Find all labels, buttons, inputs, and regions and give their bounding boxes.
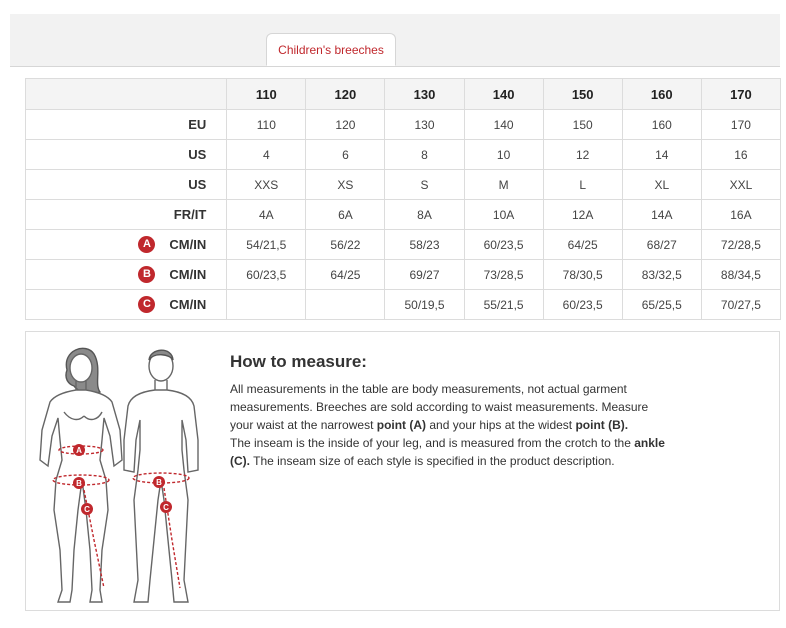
table-cell: 6A xyxy=(306,200,385,230)
table-cell: S xyxy=(385,170,464,200)
svg-text:B: B xyxy=(156,478,162,487)
how-to-measure-panel xyxy=(25,331,780,611)
header-size: 140 xyxy=(464,79,543,110)
table-cell: 68/27 xyxy=(622,230,701,260)
header-size: 170 xyxy=(701,79,780,110)
table-cell: 72/28,5 xyxy=(701,230,780,260)
table-row xyxy=(26,230,781,260)
table-row xyxy=(26,110,781,140)
table-header-row xyxy=(26,79,781,110)
table-cell: 88/34,5 xyxy=(701,260,780,290)
how-to-measure-text: All measurements in the table are body measurements, not actual garment measurements. Breeches are sold according to waist measurements. Measure your waist at the narrowest point (A) and your hips at the widest point (B). The inseam is the inside of your leg, and is measured from the crotch to the ankle (C). The inseam size of each style is specified in the product description. xyxy=(230,382,665,468)
table-cell: 65/25,5 xyxy=(622,290,701,320)
table-cell: 58/23 xyxy=(385,230,464,260)
header-size: 120 xyxy=(306,79,385,110)
table-cell: 140 xyxy=(464,110,543,140)
how-to-measure-title: How to measure: xyxy=(230,352,367,371)
table-cell xyxy=(227,290,306,320)
header-size: 150 xyxy=(543,79,622,110)
table-cell: 83/32,5 xyxy=(622,260,701,290)
table-cell: 8 xyxy=(385,140,464,170)
marker-c-icon xyxy=(160,501,172,513)
table-cell: 64/25 xyxy=(306,260,385,290)
table-cell: 10A xyxy=(464,200,543,230)
table-row xyxy=(26,170,781,200)
table-cell: 130 xyxy=(385,110,464,140)
table-cell: 110 xyxy=(227,110,306,140)
table-cell: 12A xyxy=(543,200,622,230)
table-cell: 6 xyxy=(306,140,385,170)
table-cell: 70/27,5 xyxy=(701,290,780,320)
header-size: 130 xyxy=(385,79,464,110)
header-size: 160 xyxy=(622,79,701,110)
table-row xyxy=(26,200,781,230)
svg-text:C: C xyxy=(163,503,169,512)
table-cell: 73/28,5 xyxy=(464,260,543,290)
row-label: US xyxy=(26,140,227,170)
row-label: A CM/IN xyxy=(26,230,227,260)
table-cell: 4A xyxy=(227,200,306,230)
table-cell: 16A xyxy=(701,200,780,230)
badge-b-icon: B xyxy=(138,266,155,283)
table-cell: 54/21,5 xyxy=(227,230,306,260)
table-row xyxy=(26,140,781,170)
table-cell: 10 xyxy=(464,140,543,170)
header-size: 110 xyxy=(227,79,306,110)
body-measurement-illustration xyxy=(34,340,224,610)
badge-c-icon: C xyxy=(138,296,155,313)
svg-text:C: C xyxy=(84,505,90,514)
tab-childrens-breeches[interactable]: Children's breeches xyxy=(266,33,396,66)
row-label: FR/IT xyxy=(26,200,227,230)
svg-text:A: A xyxy=(76,446,82,455)
table-cell: 56/22 xyxy=(306,230,385,260)
table-cell: 14 xyxy=(622,140,701,170)
table-cell: XL xyxy=(622,170,701,200)
table-cell: 14A xyxy=(622,200,701,230)
table-cell: 64/25 xyxy=(543,230,622,260)
table-cell: XXS xyxy=(227,170,306,200)
tab-bar xyxy=(10,14,780,67)
table-cell: XXL xyxy=(701,170,780,200)
table-row xyxy=(26,260,781,290)
marker-b-icon xyxy=(73,477,85,489)
row-label: C CM/IN xyxy=(26,290,227,320)
svg-text:B: B xyxy=(76,479,82,488)
table-cell: 170 xyxy=(701,110,780,140)
table-cell: 16 xyxy=(701,140,780,170)
table-cell: XS xyxy=(306,170,385,200)
table-cell: 69/27 xyxy=(385,260,464,290)
table-cell: 60/23,5 xyxy=(464,230,543,260)
table-cell: 8A xyxy=(385,200,464,230)
table-cell: 120 xyxy=(306,110,385,140)
table-cell: 60/23,5 xyxy=(227,260,306,290)
row-label: B CM/IN xyxy=(26,260,227,290)
table-cell: 4 xyxy=(227,140,306,170)
header-corner xyxy=(26,79,227,110)
marker-b-icon xyxy=(153,476,165,488)
table-cell: 150 xyxy=(543,110,622,140)
size-chart-table xyxy=(25,78,781,320)
table-cell: 12 xyxy=(543,140,622,170)
row-label: US xyxy=(26,170,227,200)
table-cell: 50/19,5 xyxy=(385,290,464,320)
table-row xyxy=(26,290,781,320)
badge-a-icon: A xyxy=(138,236,155,253)
table-cell xyxy=(306,290,385,320)
table-cell: 55/21,5 xyxy=(464,290,543,320)
table-cell: 160 xyxy=(622,110,701,140)
table-cell: M xyxy=(464,170,543,200)
table-cell: 78/30,5 xyxy=(543,260,622,290)
marker-a-icon xyxy=(73,444,85,456)
row-label: EU xyxy=(26,110,227,140)
table-cell: L xyxy=(543,170,622,200)
marker-c-icon xyxy=(81,503,93,515)
table-cell: 60/23,5 xyxy=(543,290,622,320)
